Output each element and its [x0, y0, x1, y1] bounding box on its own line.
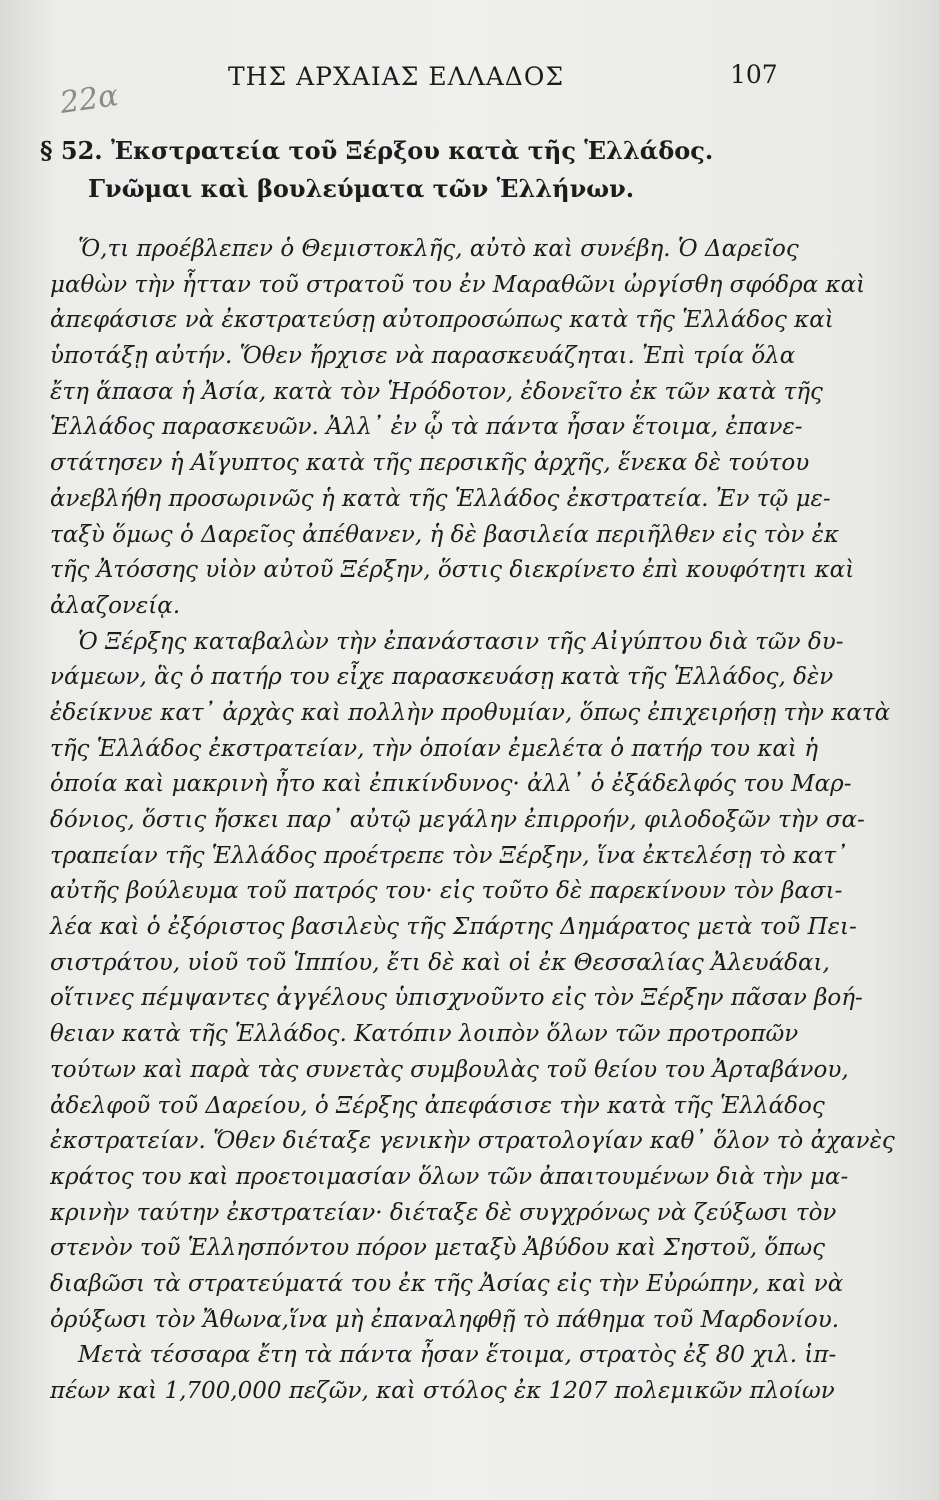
- text-line: τῆς Ἑλλάδος ἐκστρατείαν, τὴν ὁποίαν ἐμελέτα ὁ πατήρ του καὶ ἡ: [50, 735, 819, 762]
- text-line: ἔτη ἅπασα ἡ Ἀσία, κατὰ τὸν Ἡρόδοτον, ἐδονεῖτο ἐκ τῶν κατὰ τῆς: [50, 378, 823, 405]
- text-line: ταξὺ ὅμως ὁ Δαρεῖος ἀπέθανεν, ἡ δὲ βασιλεία περιῆλθεν εἰς τὸν ἐκ: [50, 521, 840, 548]
- text-line: πέων καὶ 1,700,000 πεζῶν, καὶ στόλος ἐκ 1207 πολεμικῶν πλοίων: [50, 1378, 835, 1404]
- text-line: νάμεων, ἃς ὁ πατήρ του εἶχε παρασκευάσῃ κατὰ τῆς Ἑλλάδος, δὲν: [50, 664, 834, 691]
- text-line: Ὁ Ξέρξης καταβαλὼν τὴν ἐπανάστασιν τῆς Αἰγύπτου διὰ τῶν δυ-: [78, 628, 844, 655]
- text-line: στενὸν τοῦ Ἑλλησπόντου πόρον μεταξὺ Ἀβύδου καὶ Σηστοῦ, ὅπως: [50, 1235, 826, 1262]
- section-heading-line-2: Γνῶμαι καὶ βουλεύματα τῶν Ἑλλήνων.: [88, 174, 635, 203]
- text-line: τούτων καὶ παρὰ τὰς συνετὰς συμβουλὰς τοῦ θείου του Ἀρταβάνου,: [50, 1056, 849, 1083]
- text-line: ἐκστρατείαν. Ὅθεν διέταξε γενικὴν στρατολογίαν καθ᾽ ὅλον τὸ ἀχανὲς: [50, 1128, 895, 1155]
- text-line: Ἑλλάδος παρασκευῶν. Ἀλλ᾽ ἐν ᾧ τὰ πάντα ἦσαν ἕτοιμα, ἐπανε-: [50, 414, 803, 441]
- text-line: ἀλαζονείᾳ.: [50, 592, 181, 619]
- text-line: δόνιος, ὅστις ἤσκει παρ᾽ αὐτῷ μεγάλην ἐπιρροήν, φιλοδοξῶν τὴν σα-: [50, 807, 865, 833]
- text-line: Μετὰ τέσσαρα ἔτη τὰ πάντα ἦσαν ἕτοιμα, στρατὸς ἐξ 80 χιλ. ἱπ-: [78, 1342, 837, 1369]
- text-line: ἀνεβλήθη προσωρινῶς ἡ κατὰ τῆς Ἑλλάδος ἐκστρατεία. Ἐν τῷ με-: [50, 485, 831, 512]
- text-line: ἀδελφοῦ τοῦ Δαρείου, ὁ Ξέρξης ἀπεφάσισε τὴν κατὰ τῆς Ἑλλάδος: [50, 1092, 825, 1119]
- section-heading-line-1: § 52. Ἐκστρατεία τοῦ Ξέρξου κατὰ τῆς Ἑλλάδος.: [40, 136, 714, 165]
- text-line: οἵτινες πέμψαντες ἀγγέλους ὑπισχνοῦντο εἰς τὸν Ξέρξην πᾶσαν βοή-: [50, 985, 863, 1012]
- text-line: κράτος του καὶ προετοιμασίαν ὅλων τῶν ἀπαιτουμένων διὰ τὴν μα-: [50, 1163, 849, 1190]
- text-line: ἀπεφάσισε νὰ ἐκστρατεύσῃ αὐτοπροσώπως κατὰ τῆς Ἑλλάδος καὶ: [50, 307, 834, 334]
- text-line: τῆς Ἀτόσσης υἱὸν αὐτοῦ Ξέρξην, ὅστις διεκρίνετο ἐπὶ κουφότητι καὶ: [50, 557, 855, 584]
- text-line: Ὅ,τι προέβλεπεν ὁ Θεμιστοκλῆς, αὐτὸ καὶ συνέβη. Ὁ Δαρεῖος: [78, 236, 799, 262]
- text-line: διαβῶσι τὰ στρατεύματά του ἐκ τῆς Ἀσίας εἰς τὴν Εὐρώπην, καὶ νὰ: [50, 1270, 844, 1297]
- text-line: μαθὼν τὴν ἧτταν τοῦ στρατοῦ του ἐν Μαραθῶνι ὠργίσθη σφόδρα καὶ: [50, 271, 866, 298]
- page-number: 107: [730, 60, 778, 89]
- text-line: στάτησεν ἡ Αἴγυπτος κατὰ τῆς περσικῆς ἀρχῆς, ἕνεκα δὲ τούτου: [50, 450, 810, 477]
- text-line: αὐτῆς βούλευμα τοῦ πατρός του· εἰς τοῦτο δὲ παρεκίνουν τὸν βασι-: [50, 878, 843, 905]
- running-title: ΤΗΣ ΑΡΧΑΙΑΣ ΕΛΛΑΔΟΣ: [228, 62, 565, 91]
- text-line: λέα καὶ ὁ ἐξόριστος βασιλεὺς τῆς Σπάρτης Δημάρατος μετὰ τοῦ Πει-: [50, 914, 857, 941]
- text-line: τραπείαν τῆς Ἑλλάδος προέτρεπε τὸν Ξέρξην, ἵνα ἐκτελέσῃ τὸ κατ᾽: [50, 842, 848, 869]
- text-line: ὀρύξωσι τὸν Ἄθωνα,ἵνα μὴ ἐπαναληφθῇ τὸ πάθημα τοῦ Μαρδονίου.: [50, 1306, 840, 1333]
- text-line: ἐδείκνυε κατ᾽ ἀρχὰς καὶ πολλὴν προθυμίαν, ὅπως ἐπιχειρήσῃ τὴν κατὰ: [50, 699, 891, 726]
- text-line: σιστράτου, υἱοῦ τοῦ Ἱππίου, ἔτι δὲ καὶ οἱ ἐκ Θεσσαλίας Ἀλευάδαι,: [50, 949, 830, 976]
- section-heading: [40, 132, 840, 208]
- body-text: [50, 232, 895, 1410]
- text-line: κρινὴν ταύτην ἐκστρατείαν· διέταξε δὲ συγχρόνως νὰ ζεύξωσι τὸν: [50, 1199, 837, 1226]
- text-line: ὁποία καὶ μακρινὴ ἦτο καὶ ἐπικίνδυνος· ἀλλ᾽ ὁ ἐξάδελφός του Μαρ-: [50, 771, 852, 798]
- handwritten-note: 22α: [57, 78, 121, 121]
- text-line: θειαν κατὰ τῆς Ἑλλάδος. Κατόπιν λοιπὸν ὅλων τῶν προτροπῶν: [50, 1021, 799, 1048]
- text-line: ὑποτάξῃ αὐτήν. Ὅθεν ἤρχισε νὰ παρασκευάζηται. Ἐπὶ τρία ὅλα: [50, 343, 796, 370]
